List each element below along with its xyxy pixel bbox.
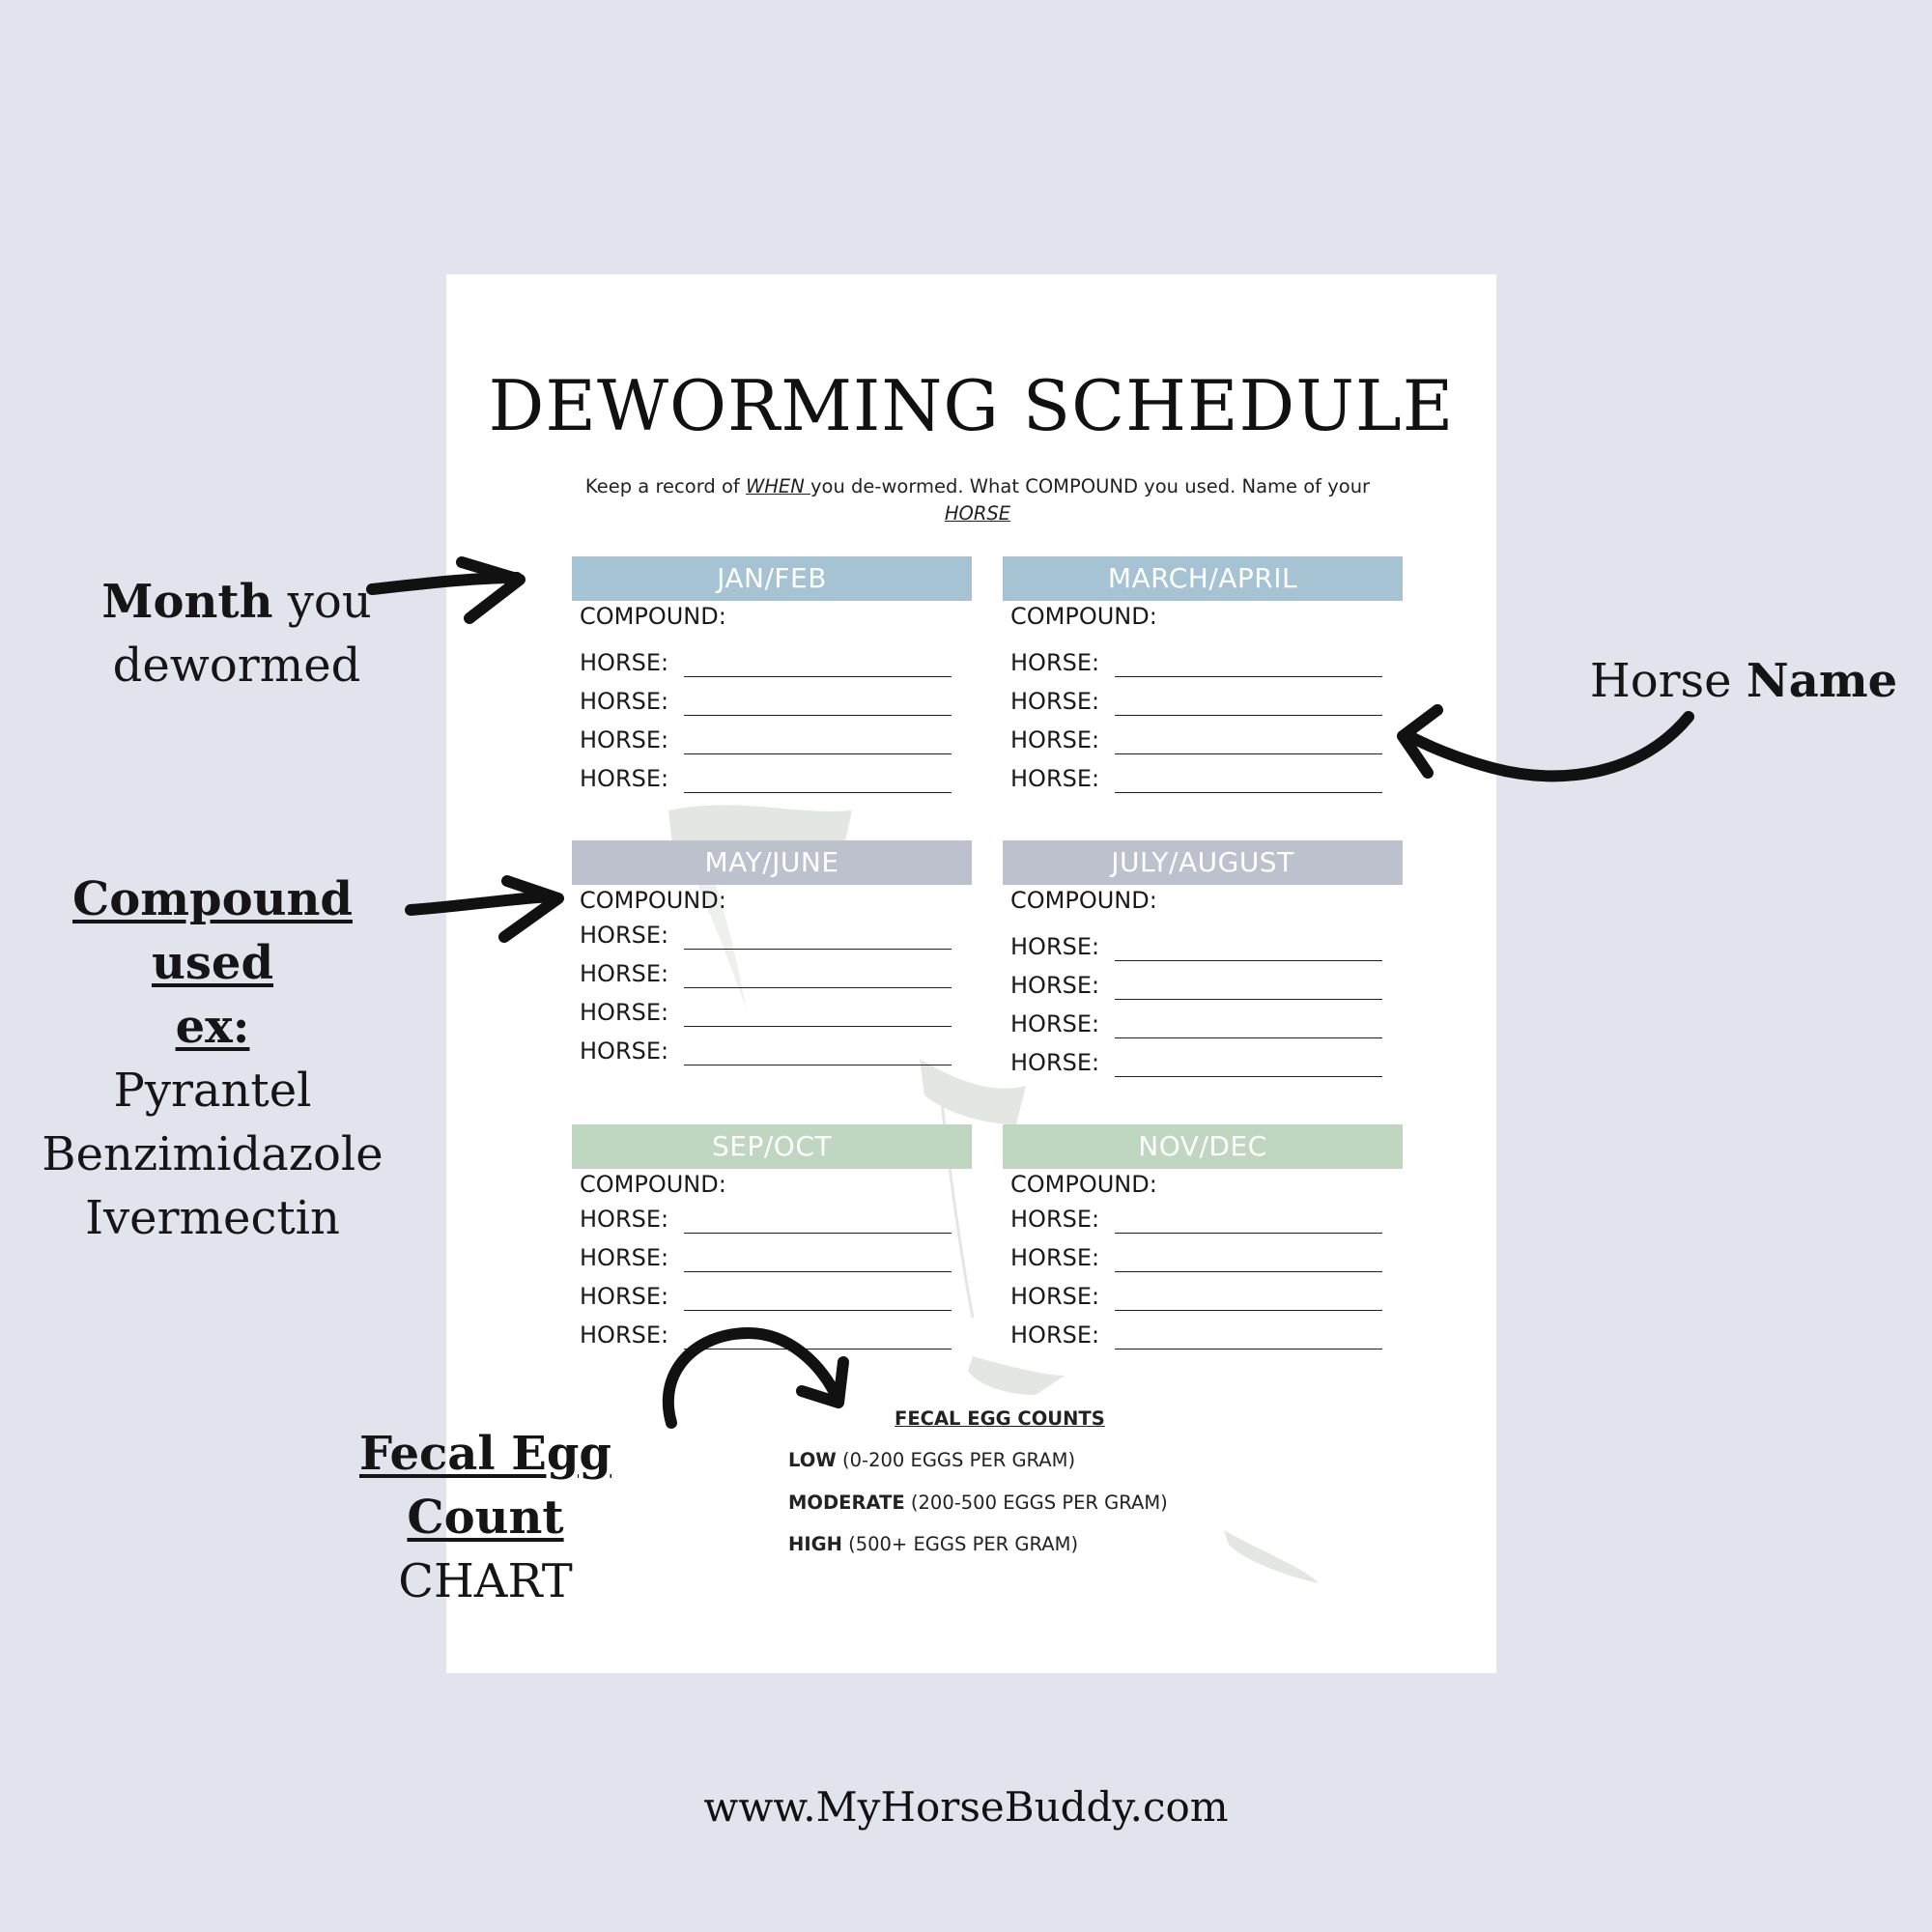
horse-input-line[interactable] <box>1115 999 1382 1000</box>
month-block-may-june <box>572 840 972 1087</box>
compound-field[interactable]: COMPOUND: <box>1010 603 1157 630</box>
horse-input-line[interactable] <box>1115 1310 1382 1311</box>
horse-input-line[interactable] <box>1115 1076 1382 1077</box>
horse-field[interactable]: HORSE: <box>580 765 956 794</box>
horse-input-line[interactable] <box>1115 1233 1382 1234</box>
horse-input-line[interactable] <box>684 792 952 793</box>
annotation-month: Month you dewormed <box>101 575 372 693</box>
horse-field[interactable]: HORSE: <box>1010 1049 1387 1078</box>
horse-input-line[interactable] <box>684 1310 952 1311</box>
intro-text: Keep a record of WHEN you de-wormed. What COMPOUND you used. Name of your HORSE <box>584 475 1371 525</box>
compound-field[interactable]: COMPOUND: <box>580 1171 726 1198</box>
horse-input-line[interactable] <box>684 676 952 677</box>
fecal-item-low: LOW (0-200 EGGS PER GRAM) <box>788 1449 1076 1471</box>
horse-field[interactable]: HORSE: <box>580 1283 956 1312</box>
horse-input-line[interactable] <box>1115 1037 1382 1038</box>
horse-field[interactable]: HORSE: <box>580 1321 956 1350</box>
horse-field[interactable]: HORSE: <box>580 1244 956 1273</box>
compound-field[interactable]: COMPOUND: <box>580 887 726 914</box>
compound-field[interactable]: COMPOUND: <box>1010 1171 1157 1198</box>
horse-field[interactable]: HORSE: <box>1010 1010 1387 1039</box>
horse-input-line[interactable] <box>1115 753 1382 754</box>
month-block-nov-dec <box>1003 1124 1403 1371</box>
horse-field[interactable]: HORSE: <box>580 999 956 1028</box>
month-block-july-august <box>1003 840 1403 1087</box>
fecal-heading: FECAL EGG COUNTS <box>895 1407 1105 1430</box>
fecal-item-moderate: MODERATE (200-500 EGGS PER GRAM) <box>788 1492 1168 1514</box>
horse-input-line[interactable] <box>1115 1349 1382 1350</box>
compound-field[interactable]: COMPOUND: <box>1010 887 1157 914</box>
horse-input-line[interactable] <box>1115 676 1382 677</box>
annotation-compound: Compound used ex: Pyrantel Benzimidazole Ivermectin <box>42 872 384 1245</box>
horse-input-line[interactable] <box>684 1026 952 1027</box>
horse-field[interactable]: HORSE: <box>1010 688 1387 717</box>
horse-field[interactable]: HORSE: <box>1010 1206 1387 1235</box>
horse-field[interactable]: HORSE: <box>580 688 956 717</box>
month-header: JULY/AUGUST <box>1003 840 1403 885</box>
annotation-fecal: Fecal Egg Count CHART <box>359 1427 611 1608</box>
horse-field[interactable]: HORSE: <box>1010 972 1387 1001</box>
horse-input-line[interactable] <box>1115 960 1382 961</box>
horse-field[interactable]: HORSE: <box>1010 649 1387 678</box>
horse-field[interactable]: HORSE: <box>580 960 956 989</box>
horse-input-line[interactable] <box>1115 792 1382 793</box>
horse-field[interactable]: HORSE: <box>580 922 956 951</box>
horse-field[interactable]: HORSE: <box>1010 765 1387 794</box>
month-header: JAN/FEB <box>572 556 972 601</box>
horse-input-line[interactable] <box>684 1271 952 1272</box>
month-block-jan-feb <box>572 556 972 803</box>
horse-field[interactable]: HORSE: <box>1010 726 1387 755</box>
horse-input-line[interactable] <box>684 1349 952 1350</box>
horse-input-line[interactable] <box>1115 715 1382 716</box>
website-footer: www.MyHorseBuddy.com <box>703 1783 1229 1831</box>
annotation-horse-name: Horse Name <box>1589 654 1898 708</box>
horse-input-line[interactable] <box>684 715 952 716</box>
horse-field[interactable]: HORSE: <box>1010 1283 1387 1312</box>
month-block-march-april <box>1003 556 1403 803</box>
horse-field[interactable]: HORSE: <box>1010 933 1387 962</box>
horse-field[interactable]: HORSE: <box>580 726 956 755</box>
page-title: DEWORMING SCHEDULE <box>488 365 1455 446</box>
horse-input-line[interactable] <box>684 1233 952 1234</box>
horse-field[interactable]: HORSE: <box>580 1037 956 1066</box>
horse-input-line[interactable] <box>684 987 952 988</box>
horse-field[interactable]: HORSE: <box>1010 1244 1387 1273</box>
fecal-item-high: HIGH (500+ EGGS PER GRAM) <box>788 1533 1079 1555</box>
horse-field[interactable]: HORSE: <box>580 1206 956 1235</box>
horse-input-line[interactable] <box>684 753 952 754</box>
month-header: NOV/DEC <box>1003 1124 1403 1169</box>
horse-input-line[interactable] <box>1115 1271 1382 1272</box>
month-header: MARCH/APRIL <box>1003 556 1403 601</box>
horse-field[interactable]: HORSE: <box>1010 1321 1387 1350</box>
horse-input-line[interactable] <box>684 949 952 950</box>
month-block-sep-oct <box>572 1124 972 1371</box>
horse-field[interactable]: HORSE: <box>580 649 956 678</box>
month-header: MAY/JUNE <box>572 840 972 885</box>
compound-field[interactable]: COMPOUND: <box>580 603 726 630</box>
month-header: SEP/OCT <box>572 1124 972 1169</box>
